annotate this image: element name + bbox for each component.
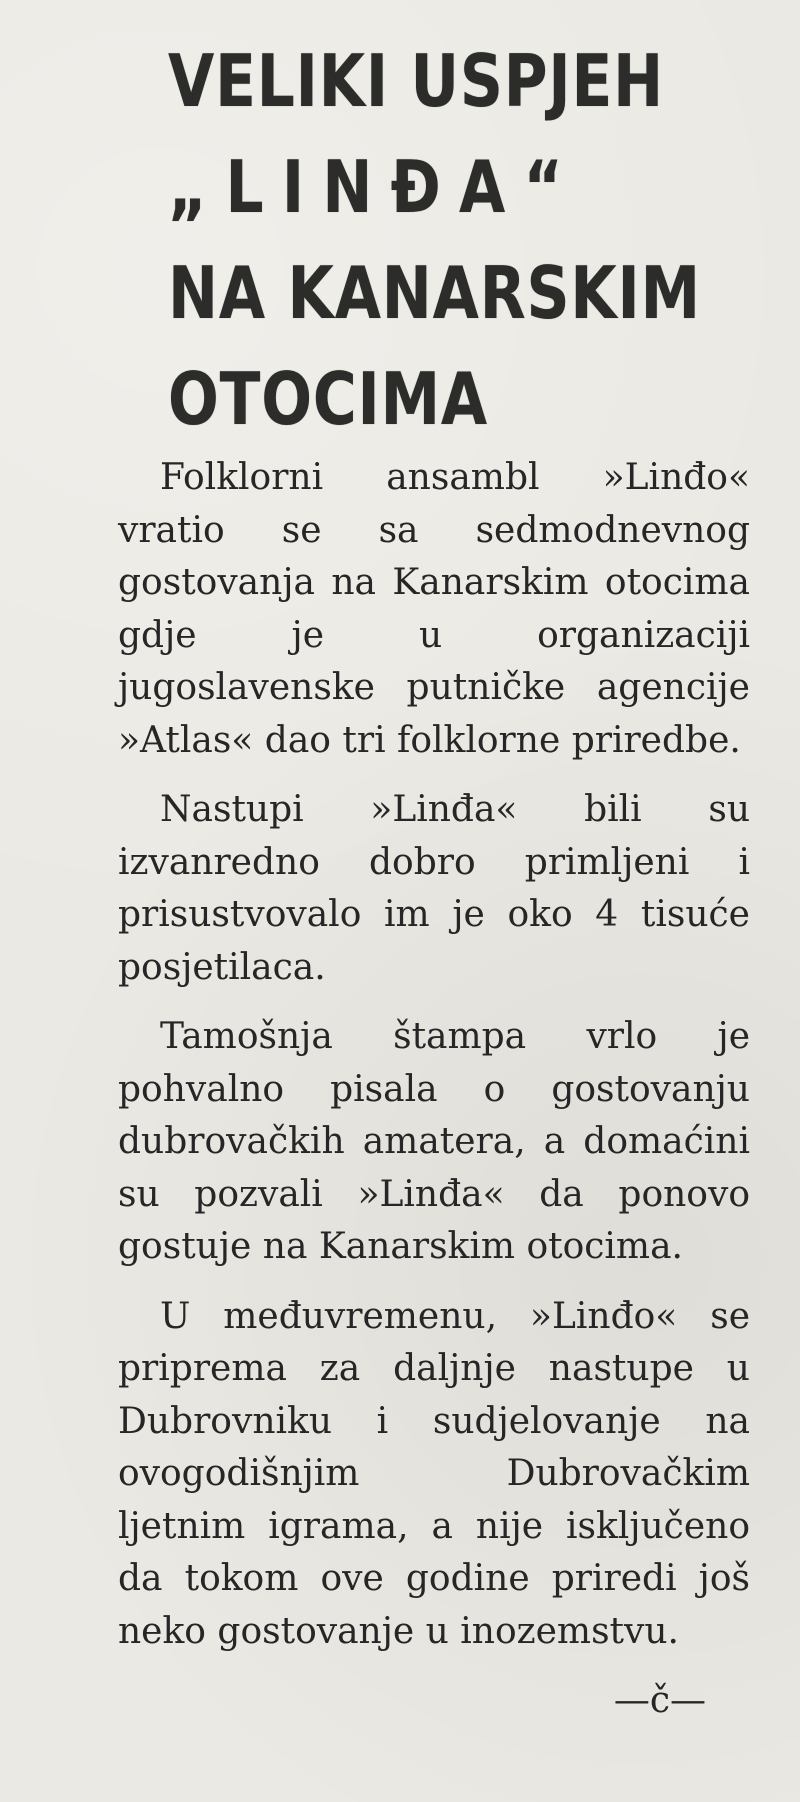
article-paragraph-3: Tamošnja štampa vrlo je pohvalno pisala o gostovanju dubrovačkih amatera, a domaćini su pozvali »Linđa« da ponovo gostuje na Kanarskim otocima. (118, 1016, 750, 1267)
article-paragraph-2: Nastupi »Linđa« bili su izvanredno dobro primljeni i prisustvovalo im je oko 4 tisuće posjetilaca. (118, 789, 750, 988)
article-paragraph-1: Folklorni ansambl »Linđo« vratio se sa sedmodnevnog gostovanja na Kanarskim otocima gdje je u organizaciji jugoslavenske putničke agencije »Atlas« dao tri folklorne priredbe. (118, 457, 750, 761)
author-signature: —č— (613, 1680, 706, 1721)
headline-line-1: VELIKI USPJEH (168, 39, 664, 123)
headline-line-3: NA KANARSKIM (168, 251, 701, 335)
headline-line-4: OTOCIMA (168, 357, 488, 441)
article-body (118, 452, 750, 1658)
article-paragraph-4: U međuvremenu, »Linđo« se priprema za daljnje nastupe u Dubrovniku i sudjelovanje na ovogodišnjim Dubrovačkim ljetnim igrama, a nije isključeno da tokom ove godine priredi još neko gostovanje u inozemstvu. (118, 1295, 750, 1652)
headline-line-2: „LINĐA“ (168, 145, 582, 229)
headline (168, 28, 701, 452)
